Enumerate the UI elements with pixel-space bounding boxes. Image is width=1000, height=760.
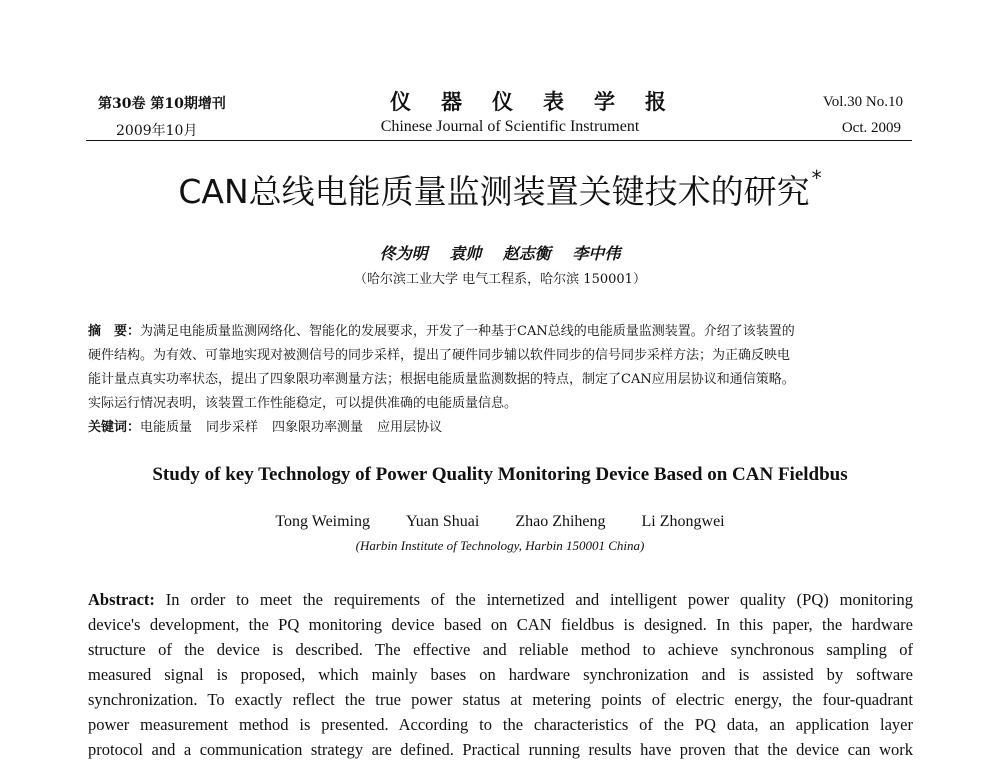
header-date-en: Oct. 2009 bbox=[841, 120, 901, 136]
title-text: CAN总线电能质量监测装置关键技术的研究 bbox=[178, 172, 810, 211]
author-cn: 佟为明 bbox=[379, 244, 428, 263]
keyword-cn: 四象限功率测量 bbox=[272, 420, 364, 435]
abstract-cn-label: 摘 要： bbox=[88, 324, 141, 339]
journal-name-cn: 仪器仪表学报 bbox=[390, 89, 696, 114]
author-en: Zhao Zhiheng bbox=[515, 513, 606, 530]
author-en: Tong Weiming bbox=[275, 513, 370, 530]
keywords-cn-label: 关键词： bbox=[88, 420, 141, 435]
abstract-cn-line bbox=[88, 320, 913, 339]
abstract-en-line: device's development, the PQ monitoring device based on CAN fieldbus is designed. In this paper, the hardware bbox=[88, 615, 913, 634]
title-footnote-mark: * bbox=[811, 166, 822, 190]
author-en: Li Zhongwei bbox=[641, 513, 725, 530]
abstract-cn-line: 硬件结构。为有效、可靠地实现对被测信号的同步采样，提出了硬件同步辅以软件同步的信号同步采样方法；为正确反映电 bbox=[88, 348, 791, 363]
abstract-en-line bbox=[88, 590, 913, 610]
keywords-cn bbox=[88, 416, 913, 435]
abstract-en-label: Abstract: bbox=[88, 590, 155, 609]
author-en: Yuan Shuai bbox=[406, 513, 480, 530]
affiliation-cn: （哈尔滨工业大学 电气工程系，哈尔滨 150001） bbox=[354, 272, 646, 287]
abstract-cn-line: 实际运行情况表明，该装置工作性能稳定，可以提供准确的电能质量信息。 bbox=[88, 396, 518, 411]
paper-title-en: Study of key Technology of Power Quality Monitoring Device Based on CAN Fieldbus bbox=[152, 464, 848, 485]
header-date-cn: 2009年10月 bbox=[116, 123, 198, 139]
authors-en bbox=[0, 513, 1000, 531]
abstract-en-line: structure of the device is described. The effective and reliable method to achieve synchronous sampling of bbox=[88, 640, 913, 659]
author-cn: 袁帅 bbox=[449, 244, 482, 263]
header-volume-en: Vol.30 No.10 bbox=[822, 94, 903, 110]
authors-cn bbox=[0, 241, 1000, 264]
abstract-en-line: measured signal is proposed, which mainly bases on hardware synchronization and is assisted by software bbox=[88, 665, 913, 684]
header-rule bbox=[86, 140, 912, 141]
keyword-cn: 电能质量 bbox=[140, 420, 193, 435]
author-cn: 赵志衡 bbox=[502, 244, 551, 263]
author-cn: 李中伟 bbox=[572, 244, 621, 263]
keyword-cn: 同步采样 bbox=[206, 420, 259, 435]
abstract-cn-line: 能计量点真实功率状态，提出了四象限功率测量方法；根据电能质量监测数据的特点，制定了CAN应用层协议和通信策略。 bbox=[88, 372, 795, 387]
abstract-en-line: power measurement method is presented. According to the characteristics of the PQ data, an application layer bbox=[88, 715, 913, 734]
abstract-cn-text: 为满足电能质量监测网络化、智能化的发展要求，开发了一种基于CAN总线的电能质量监测装置。介绍了该装置的 bbox=[140, 324, 795, 339]
affiliation-en: (Harbin Institute of Technology, Harbin 150001 China) bbox=[355, 538, 645, 553]
abstract-en-line: synchronization. To exactly reflect the true power status at metering points of electric energy, the four-quadrant bbox=[88, 690, 913, 709]
keyword-cn: 应用层协议 bbox=[377, 420, 443, 435]
abstract-en-line: protocol and a communication strategy are defined. Practical running results have proven that the device can work bbox=[88, 740, 913, 759]
journal-name-en: Chinese Journal of Scientific Instrument bbox=[380, 118, 640, 135]
paper-title-cn bbox=[0, 166, 1000, 213]
header-volume-issue: 第30卷 第10期增刊 bbox=[98, 96, 226, 112]
abstract-en-text: In order to meet the requirements of the internetized and intelligent power quality (PQ) monitoring bbox=[165, 590, 913, 609]
